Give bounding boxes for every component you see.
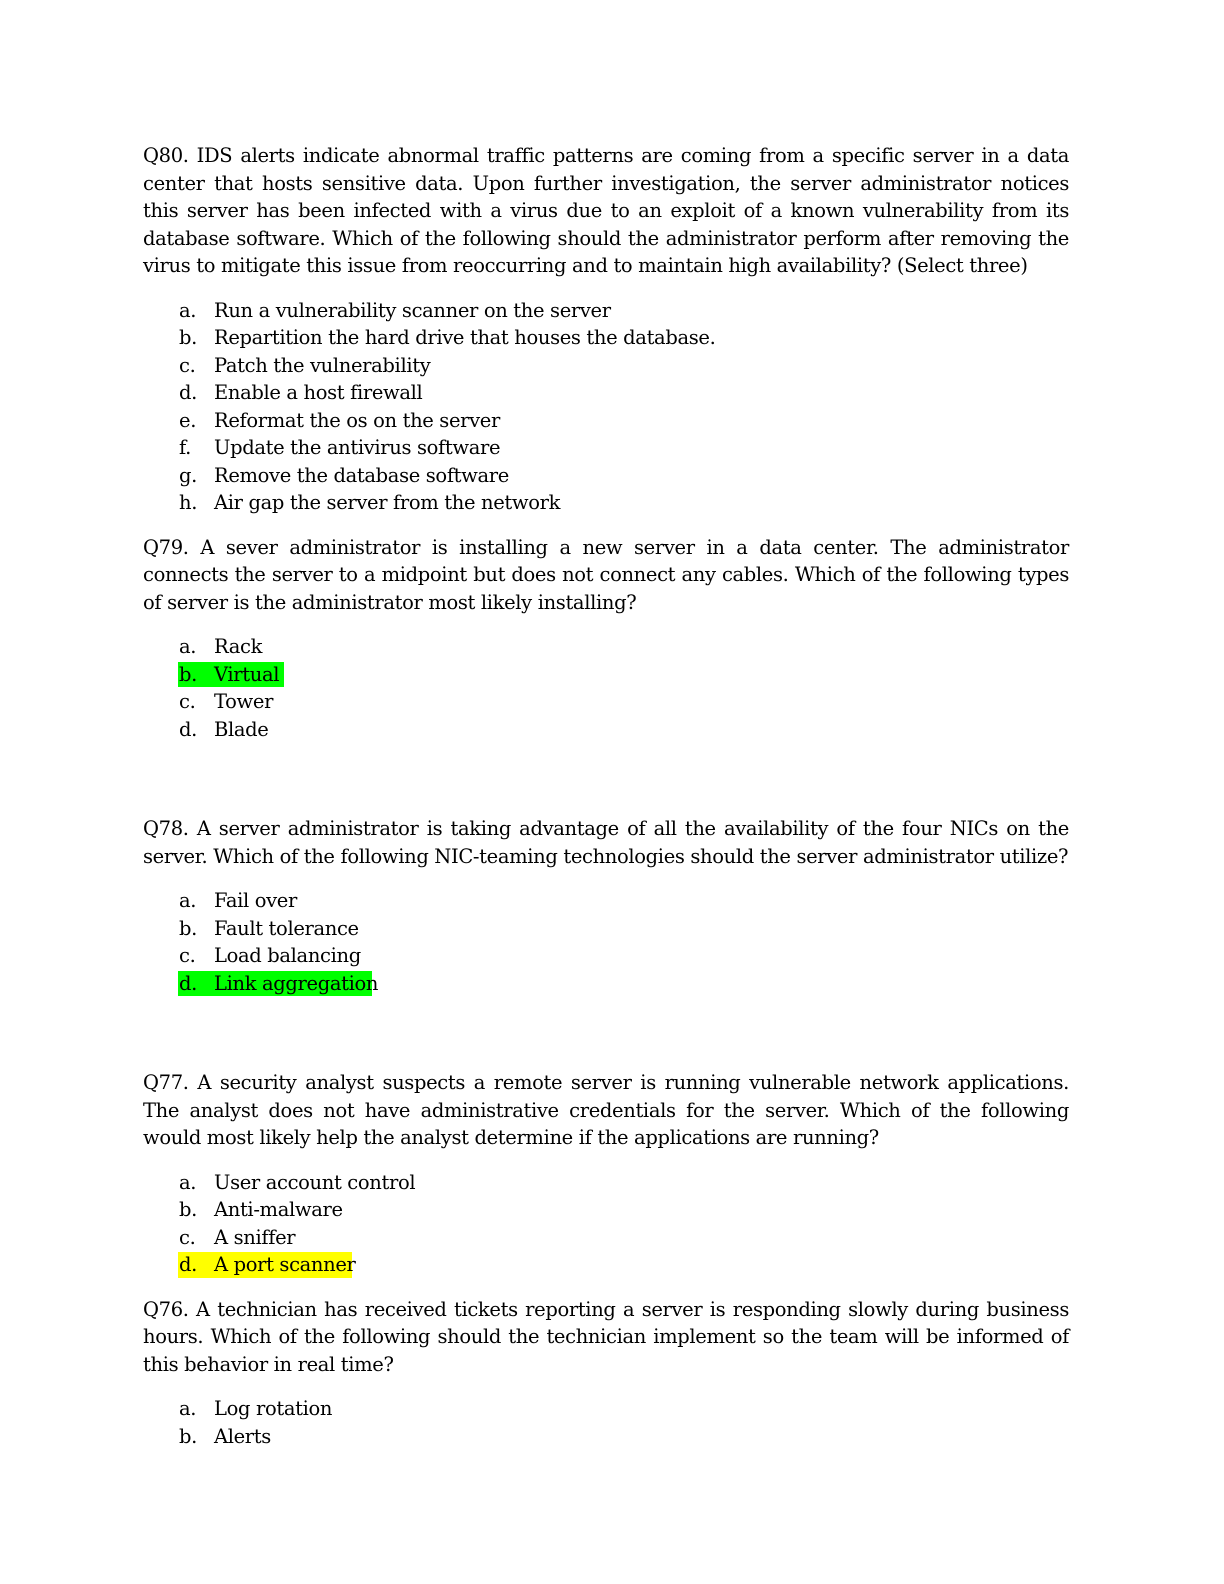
option-letter: d. (179, 381, 197, 404)
question-text: Q76. A technician has received tickets reporting a server is responding slowly during business hours. Which of the following should the technician implement so the team will be informed of this behavior in real time? (143, 1297, 1069, 1376)
answer-option (143, 887, 1069, 915)
option-text: A port scanner (214, 1253, 356, 1276)
answer-option (143, 1169, 1069, 1197)
option-text: A sniffer (214, 1225, 296, 1249)
option-text: Anti-malware (214, 1198, 343, 1221)
question-block (143, 534, 1069, 744)
option-text: Enable a host firewall (214, 381, 423, 404)
answer-option (143, 297, 1069, 325)
answer-option (143, 1423, 1069, 1451)
option-letter: c. (179, 1225, 196, 1249)
option-text: Load balancing (214, 944, 361, 967)
option-text: Run a vulnerability scanner on the server (214, 298, 611, 322)
question-text: Q79. A sever administrator is installing a new server in a data center. The administrator connects the server to a midpoint but does not connect any cables. Which of the following types of server is the administrator most likely installing? (143, 535, 1069, 614)
option-letter: a. (179, 889, 197, 912)
answer-option (143, 1196, 1069, 1224)
option-text: Virtual (214, 662, 280, 686)
option-text: Patch the vulnerability (214, 353, 431, 377)
answer-options (143, 297, 1069, 517)
question-text: Q78. A server administrator is taking advantage of all the availability of the four NICs on the server. Which of the following NIC-teaming technologies should the server administrator utilize? (143, 817, 1069, 868)
answer-option (143, 915, 1069, 943)
answer-option (143, 324, 1069, 352)
option-letter: b. (179, 1424, 197, 1448)
answer-option (143, 462, 1069, 490)
option-text: Repartition the hard drive that houses the database. (214, 326, 716, 349)
answer-option-highlighted (143, 1251, 1069, 1279)
option-text: Fail over (214, 889, 297, 912)
question-block (143, 142, 1069, 517)
answer-option (143, 1395, 1069, 1423)
option-letter: c. (179, 690, 196, 713)
answer-option (143, 407, 1069, 435)
option-text: Fault tolerance (214, 916, 359, 940)
option-text: Remove the database software (214, 463, 509, 487)
option-letter: d. (179, 717, 197, 741)
option-text: Log rotation (214, 1397, 333, 1420)
option-text: Alerts (214, 1424, 271, 1448)
option-letter: f. (179, 436, 192, 459)
option-letter: d. (179, 971, 197, 995)
option-letter: d. (179, 1253, 197, 1276)
answer-options (143, 887, 1069, 997)
answer-option (143, 379, 1069, 407)
answer-option (143, 489, 1069, 517)
option-text: Blade (214, 717, 269, 741)
option-letter: b. (179, 1198, 197, 1221)
option-letter: c. (179, 944, 196, 967)
question-text: Q77. A security analyst suspects a remote server is running vulnerable network applications. The analyst does not have administrative credentials for the server. Which of the following would most likely help the analyst determine if the applications are running? (143, 1071, 1069, 1149)
question-block (143, 815, 1069, 997)
option-letter: a. (179, 1170, 197, 1194)
answer-options (143, 1395, 1069, 1450)
question-text: Q80. IDS alerts indicate abnormal traffic patterns are coming from a specific server in a data center that hosts sensitive data. Upon further investigation, the server administrator notices this server has been infected with a virus due to an exploit of a known vulnerability from its database software. Which of the following should the administrator perform after removing the virus to mitigate this issue from reoccurring and to maintain high availability? (Select three) (143, 144, 1069, 277)
option-text: Rack (214, 635, 263, 658)
option-letter: g. (179, 463, 197, 487)
option-letter: a. (179, 635, 197, 658)
answer-option-highlighted (143, 661, 1069, 689)
answer-option-highlighted (143, 970, 1069, 998)
answer-option (143, 716, 1069, 744)
answer-options (143, 1169, 1069, 1279)
option-text: Air gap the server from the network (214, 491, 561, 514)
option-letter: b. (179, 662, 197, 686)
answer-option (143, 942, 1069, 970)
document-page (143, 142, 1069, 1450)
option-text: Tower (214, 690, 274, 713)
option-text: Link aggregation (214, 971, 379, 995)
answer-option (143, 1224, 1069, 1252)
question-block (143, 1296, 1069, 1451)
answer-option (143, 633, 1069, 661)
answer-option (143, 688, 1069, 716)
answer-option (143, 434, 1069, 462)
answer-options (143, 633, 1069, 743)
option-text: Reformat the os on the server (214, 408, 500, 432)
option-letter: b. (179, 326, 197, 349)
answer-option (143, 352, 1069, 380)
option-text: User account control (214, 1170, 416, 1194)
question-block (143, 1069, 1069, 1279)
option-letter: e. (179, 408, 197, 432)
option-letter: h. (179, 491, 198, 514)
option-letter: b. (179, 916, 197, 940)
option-letter: a. (179, 1397, 197, 1420)
option-letter: c. (179, 353, 196, 377)
option-text: Update the antivirus software (214, 436, 501, 459)
option-letter: a. (179, 298, 197, 322)
